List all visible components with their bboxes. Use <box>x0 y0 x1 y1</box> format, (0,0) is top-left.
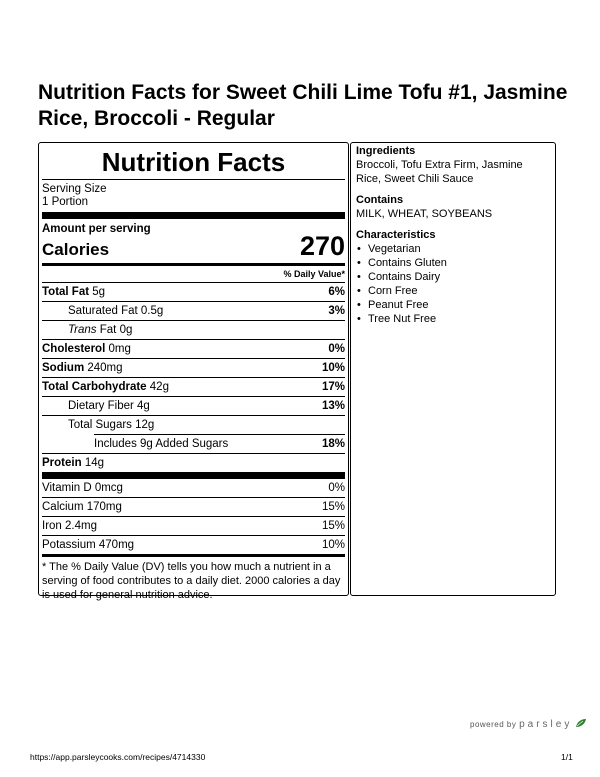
vitamin-row-calcium <box>42 497 345 516</box>
list-item: • Vegetarian <box>356 242 550 256</box>
nutrient-name: Total Carbohydrate <box>42 381 147 393</box>
contains-text: MILK, WHEAT, SOYBEANS <box>356 208 493 220</box>
nutrient-dv: 18% <box>321 438 345 450</box>
vitamin-text: Potassium 470mg <box>42 539 135 551</box>
nutrient-row-trans-fat <box>42 320 345 339</box>
vitamin-row-vitamin-d <box>42 479 345 497</box>
nutrient-amount: 14g <box>84 457 105 469</box>
page-title: Nutrition Facts for Sweet Chili Lime Tofu #1, Jasmine Rice, Broccoli - Regular <box>38 81 568 130</box>
footer-url: https://app.parsleycooks.com/recipes/4714330 <box>30 752 206 762</box>
daily-value-footnote: * The % Daily Value (DV) tells you how much a nutrient in a serving of food contributes to a daily diet. 2000 calories a day is used for general nutrition advice. <box>42 561 341 601</box>
nutrient-name: Saturated Fat <box>68 305 138 317</box>
nutrient-row-saturated-fat <box>42 301 345 320</box>
nutrient-row-sodium <box>42 358 345 377</box>
nutrient-name-suffix: Fat <box>99 324 117 336</box>
nutrient-dv: 13% <box>321 400 345 412</box>
nutrient-name: Cholesterol <box>42 343 106 355</box>
nutrient-dv: 17% <box>321 381 345 393</box>
nutrient-amount: 0.5g <box>140 305 164 317</box>
list-item: • Contains Gluten <box>356 256 550 270</box>
daily-value-header: % Daily Value* <box>283 269 345 279</box>
list-item: • Tree Nut Free <box>356 312 550 326</box>
contains-heading: Contains <box>356 194 404 206</box>
calories-row <box>42 219 345 263</box>
nutrient-name: Protein <box>42 457 82 469</box>
nutrient-amount: 42g <box>149 381 169 393</box>
nutrient-amount: 4g <box>137 400 150 412</box>
nutrient-dv: 10% <box>321 362 345 374</box>
serving-size-label: Serving Size <box>42 183 107 195</box>
divider-thick <box>42 212 345 219</box>
vitamin-text: Calcium 170mg <box>42 501 122 513</box>
nutrient-row-added-sugars <box>94 434 345 453</box>
vitamin-dv: 15% <box>321 520 345 532</box>
nutrient-row-dietary-fiber <box>42 396 345 415</box>
vitamin-row-potassium <box>42 535 345 554</box>
nutrient-row-cholesterol <box>42 339 345 358</box>
nutrient-row-total-sugars <box>42 415 345 434</box>
nutrient-dv: 6% <box>328 286 345 298</box>
calories-label: Calories <box>42 240 110 259</box>
contains-section <box>356 193 550 221</box>
nutrient-name: Total Fat <box>42 286 90 298</box>
list-item: • Peanut Free <box>356 298 550 312</box>
nutrient-text: Includes 9g Added Sugars <box>94 438 229 450</box>
vitamin-dv: 0% <box>328 482 345 494</box>
nutrition-facts-heading: Nutrition Facts <box>101 147 286 177</box>
nutrient-dv: 3% <box>328 305 345 317</box>
divider-thick <box>42 472 345 479</box>
list-item: • Contains Dairy <box>356 270 550 284</box>
characteristics-heading: Characteristics <box>356 229 436 241</box>
nutrient-amount: 12g <box>135 419 155 431</box>
nutrient-row-total-carbohydrate <box>42 377 345 396</box>
parsley-leaf-icon <box>575 718 587 728</box>
ingredients-text: Broccoli, Tofu Extra Firm, Jasmine Rice, Sweet Chili Sauce <box>356 159 523 185</box>
characteristics-list <box>356 242 550 326</box>
vitamin-text: Vitamin D 0mcg <box>42 482 123 494</box>
vitamin-dv: 15% <box>321 501 345 513</box>
footer-page-number: 1/1 <box>561 752 573 762</box>
ingredients-heading: Ingredients <box>356 145 416 157</box>
nutrient-name: Dietary Fiber <box>68 400 134 412</box>
powered-by-label: powered by <box>470 720 517 729</box>
powered-by-parsley <box>470 718 587 730</box>
nutrient-amount: 5g <box>92 286 106 298</box>
serving-size <box>42 180 345 209</box>
nutrient-amount: 0mg <box>108 343 131 355</box>
nutrient-name: Total Sugars <box>68 419 132 431</box>
vitamin-dv: 10% <box>321 539 345 551</box>
characteristics-section <box>356 228 550 326</box>
recipe-info-panel <box>350 142 556 596</box>
nutrient-row-protein <box>42 453 345 472</box>
nutrient-row-total-fat <box>42 282 345 301</box>
nutrient-name: Trans <box>68 324 97 336</box>
nutrient-dv: 0% <box>328 343 345 355</box>
serving-size-value: 1 Portion <box>42 196 89 208</box>
brand-name: parsley <box>519 719 573 730</box>
ingredients-section <box>356 144 550 186</box>
vitamin-text: Iron 2.4mg <box>42 520 97 532</box>
list-item: • Corn Free <box>356 284 550 298</box>
vitamin-row-iron <box>42 516 345 535</box>
amount-per-serving-label: Amount per serving <box>42 223 151 235</box>
nutrition-facts-panel <box>38 142 349 601</box>
nutrient-amount: 240mg <box>87 362 123 374</box>
calories-value: 270 <box>299 231 345 261</box>
nutrient-amount: 0g <box>119 324 133 336</box>
nutrient-name: Sodium <box>42 362 85 374</box>
